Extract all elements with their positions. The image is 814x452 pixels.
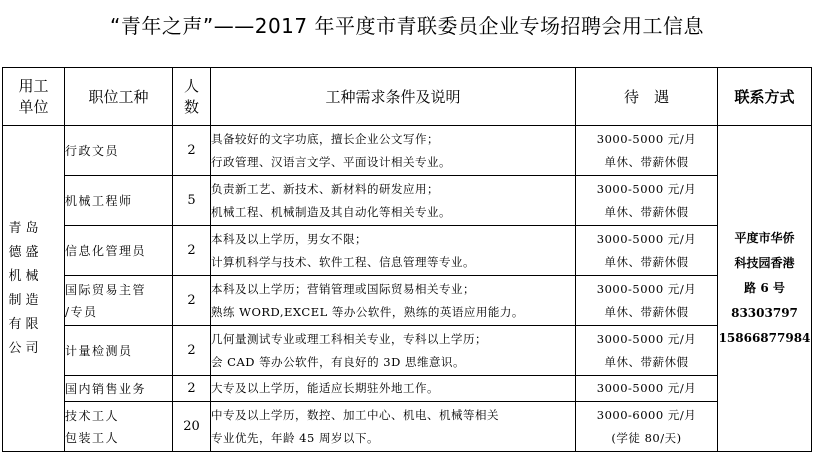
header-unit: [3, 68, 65, 126]
requirements-cell: [211, 126, 576, 176]
requirements-cell: [211, 376, 576, 402]
requirement-line: 行政管理、汉语言文学、平面设计相关专业。: [211, 154, 451, 169]
pay-line: (学徒 80/天): [611, 430, 682, 445]
position-cell: [65, 326, 173, 376]
page-title: “青年之声”——2017 年平度市青联委员企业专场招聘会用工信息: [110, 14, 704, 38]
header-count: [173, 68, 211, 126]
requirement-line: 熟练 WORD,EXCEL 等办公软件，熟练的英语应用能力。: [211, 304, 524, 319]
header-pay: 待 遇: [576, 68, 718, 126]
header-count-line: 人: [183, 76, 199, 95]
table-row: [3, 276, 812, 326]
table-row: [3, 226, 812, 276]
pay-line: 3000-6000 元/月: [596, 407, 697, 422]
pay-line: 单休、带薪休假: [604, 354, 689, 369]
contact-cell: [718, 126, 812, 452]
pay-line: 单休、带薪休假: [604, 254, 689, 269]
requirements-cell: [211, 176, 576, 226]
requirement-line: 几何量测试专业或理工科相关专业，专科以上学历；: [211, 331, 487, 346]
contact-line: 路 6 号: [744, 281, 785, 295]
position-cell: [65, 402, 173, 452]
position-cell: [65, 176, 173, 226]
header-row: [3, 68, 812, 126]
pay-line: 单休、带薪休假: [604, 304, 689, 319]
requirement-line: 具备较好的文字功底，擅长企业公文写作；: [211, 131, 439, 146]
requirement-line: 机械工程、机械制造及其自动化等相关专业。: [211, 204, 451, 219]
requirement-line: 负责新工艺、新技术、新材料的研发应用；: [211, 181, 439, 196]
requirements-cell: [211, 402, 576, 452]
company-name: 青岛德盛机械制造有限公司: [8, 220, 43, 356]
pay-line: 3000-5000 元/月: [596, 381, 697, 395]
pay-line: 3000-5000 元/月: [596, 331, 697, 346]
requirement-line: 本科及以上学历，男女不限；: [211, 231, 367, 246]
position-name: 行政文员: [65, 143, 120, 158]
requirement-line: 专业优先，年龄 45 周岁以下。: [211, 430, 379, 445]
header-position: 职位工种: [65, 68, 173, 126]
count-cell: 2: [173, 276, 211, 326]
table-row: [3, 326, 812, 376]
requirement-line: 中专及以上学历，数控、加工中心、机电、机械等相关: [211, 407, 499, 422]
requirement-line: 会 CAD 等办公软件，有良好的 3D 思维意识。: [211, 354, 465, 369]
pay-cell: [576, 402, 718, 452]
company-cell: [3, 126, 65, 452]
pay-cell: [576, 326, 718, 376]
position-cell: [65, 226, 173, 276]
count-cell: 2: [173, 126, 211, 176]
requirements-cell: [211, 276, 576, 326]
pay-cell: [576, 376, 718, 402]
position-cell: [65, 126, 173, 176]
table-row: [3, 402, 812, 452]
pay-cell: [576, 126, 718, 176]
table-row: [3, 376, 812, 402]
pay-cell: [576, 176, 718, 226]
position-name: 包装工人: [65, 430, 120, 445]
contact-phone: 83303797: [731, 306, 798, 320]
position-name: 计量检测员: [65, 343, 133, 358]
pay-line: 3000-5000 元/月: [596, 231, 697, 246]
pay-line: 单休、带薪休假: [604, 204, 689, 219]
contact-mobile: 15866877984: [718, 331, 811, 345]
position-name: 信息化管理员: [65, 243, 147, 258]
count-cell: 2: [173, 326, 211, 376]
recruitment-table: [2, 67, 812, 452]
requirement-line: 计算机科学与技术、软件工程、信息管理等专业。: [211, 254, 475, 269]
header-requirements: 工种需求条件及说明: [211, 68, 576, 126]
pay-line: 3000-5000 元/月: [596, 281, 697, 296]
position-name: 技术工人: [65, 408, 120, 423]
count-cell: 2: [173, 376, 211, 402]
position-name: 国际贸易主管: [65, 282, 147, 297]
header-contact: 联系方式: [718, 68, 812, 126]
requirements-cell: [211, 326, 576, 376]
header-unit-line: 用工: [18, 76, 49, 95]
position-name: 机械工程师: [65, 193, 133, 208]
table-row: [3, 176, 812, 226]
requirements-cell: [211, 226, 576, 276]
count-cell: 5: [173, 176, 211, 226]
count-cell: 2: [173, 226, 211, 276]
position-name: 国内销售业务: [65, 381, 147, 396]
header-count-line: 数: [183, 97, 199, 116]
position-cell: [65, 276, 173, 326]
requirement-line: 大专及以上学历，能适应长期驻外地工作。: [211, 381, 439, 395]
header-unit-line: 单位: [18, 97, 49, 116]
pay-cell: [576, 276, 718, 326]
position-name: /专员: [65, 304, 98, 319]
pay-line: 单休、带薪休假: [604, 154, 689, 169]
requirement-line: 本科及以上学历；营销管理或国际贸易相关专业；: [211, 281, 475, 296]
pay-line: 3000-5000 元/月: [596, 131, 697, 146]
pay-line: 3000-5000 元/月: [596, 181, 697, 196]
table-row: [3, 126, 812, 176]
position-cell: [65, 376, 173, 402]
contact-line: 科技园香港: [734, 256, 795, 270]
pay-cell: [576, 226, 718, 276]
count-cell: 20: [173, 402, 211, 452]
contact-line: 平度市华侨: [734, 231, 795, 245]
